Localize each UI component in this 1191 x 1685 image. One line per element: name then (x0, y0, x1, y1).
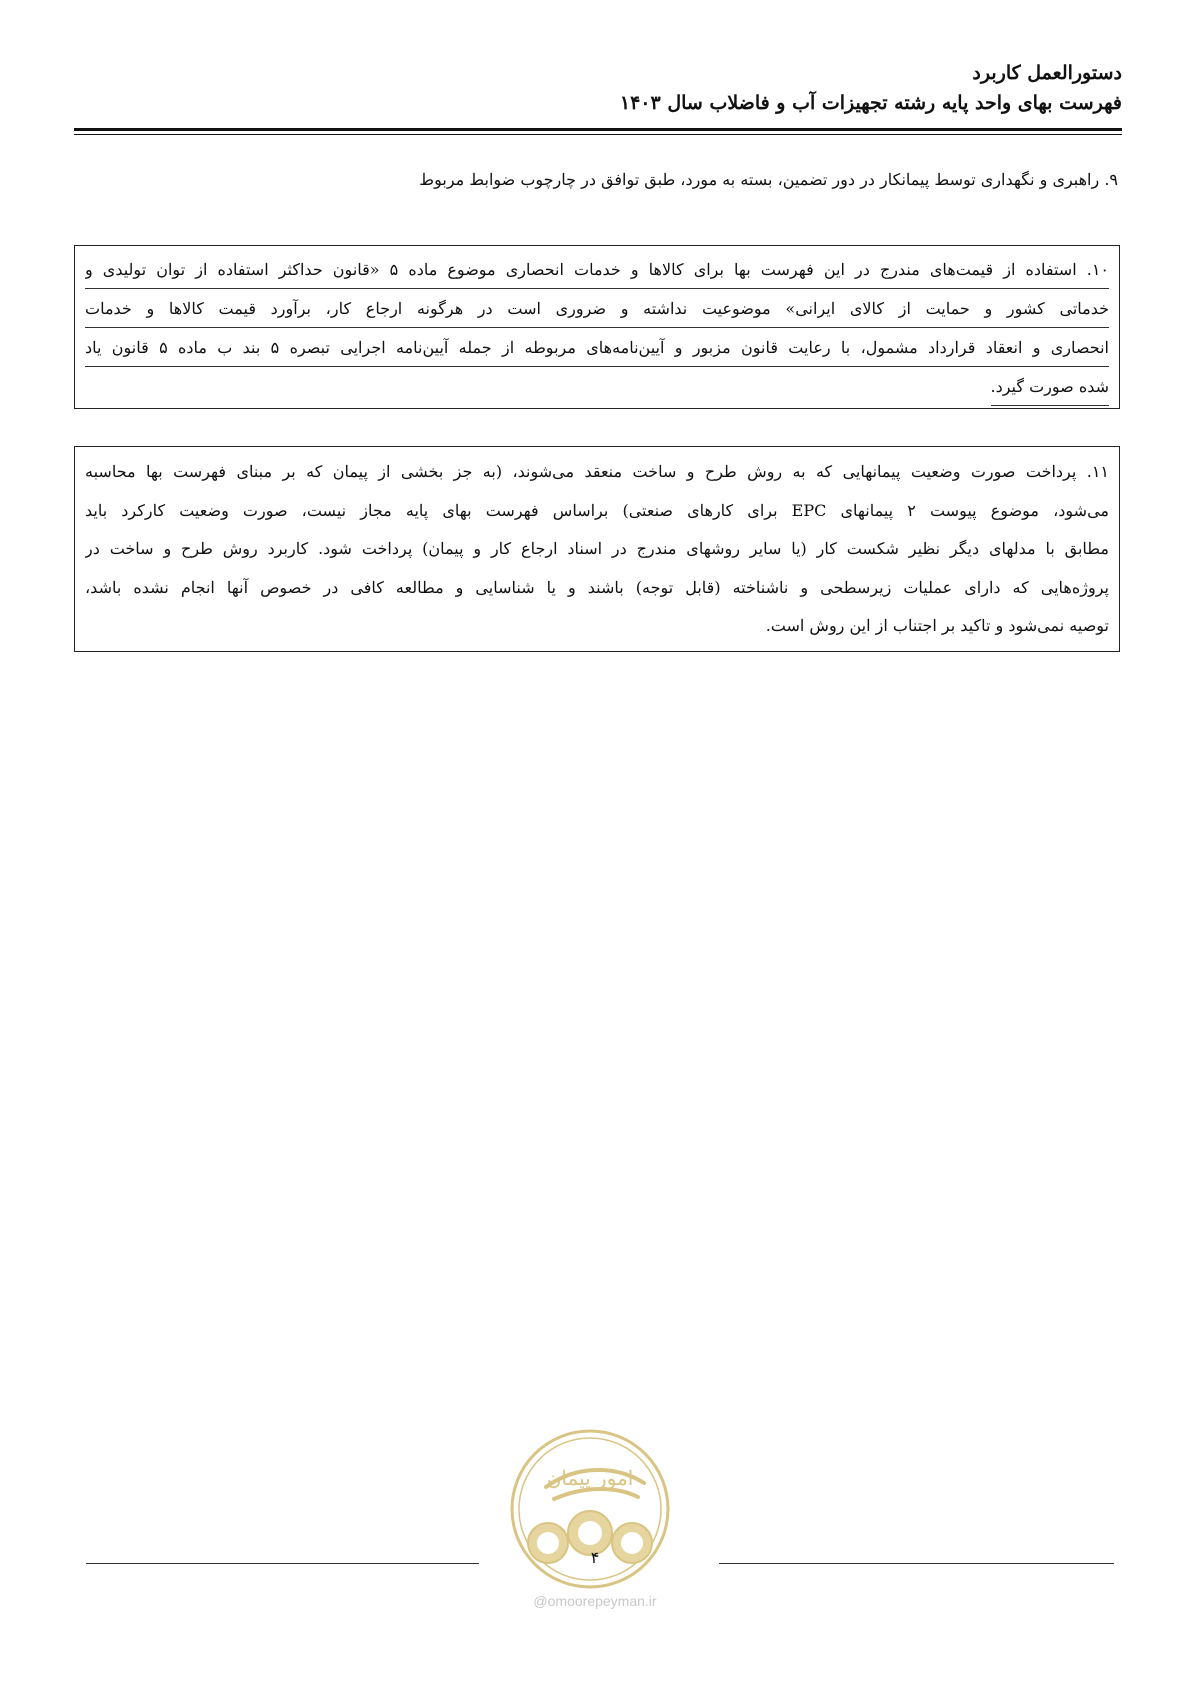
item-11-box (74, 446, 1120, 652)
item-11-line: مطابق با مدلهای دیگر نظیر شکست کار (یا سایر روشهای مندرج در اسناد ارجاع کار و پیمان) پرداخت شود. کاربرد روش طرح و ساخت در (85, 539, 1109, 558)
item-11-line: ۱۱. پرداخت صورت وضعیت پیمانهایی که به روش طرح و ساخت منعقد می‌شوند، (به جز بخشی از پیمان که بر مبنای فهرست بها محاسبه (85, 462, 1109, 481)
item-9-paragraph: ۹. راهبری و نگهداری توسط پیمانکار در دور تضمین، بسته به مورد، طبق توافق در چارچوب ضوابط مربوط (419, 170, 1118, 189)
page-header (74, 58, 1122, 118)
item-10-box (74, 245, 1120, 409)
item-10-line: خدماتی کشور و حمایت از کالای ایرانی» موضوعیت نداشته و ضروری است در هرگونه ارجاع کار، برآورد قیمت کالاها و خدمات (85, 291, 1109, 328)
item-10-line: انحصاری و انعقاد قرارداد مشمول، با رعایت قانون مزبور و آیین‌نامه‌های مربوطه از جمله آیین‌نامه اجرایی تبصره ۵ بند ب ماده ۵ قانون یاد (85, 330, 1109, 367)
header-title: دستورالعمل کاربرد (972, 62, 1122, 84)
item-11-line: توصیه نمی‌شود و تاکید بر اجتناب از این روش است. (765, 616, 1109, 635)
page-number: ۴ (590, 1548, 600, 1567)
footer-rule-left (86, 1563, 479, 1564)
footer-rule-right (719, 1563, 1114, 1564)
header-subtitle: فهرست بهای واحد پایه رشته تجهیزات آب و فاضلاب سال ۱۴۰۳ (619, 92, 1122, 114)
item-11-line: پروژه‌هایی که دارای عملیات زیرسطحی و ناشناخته (قابل توجه) باشند و یا شناسایی و مطالعه کافی در خصوص آنها انجام نشده باشد، (85, 577, 1109, 597)
seal-text: امور پیمان (546, 1466, 634, 1490)
item-10-line: ۱۰. استفاده از قیمت‌های مندرج در این فهرست بها برای کالاها و خدمات انحصاری موضوع ماده ۵ «قانون حداکثر استفاده از توان تولیدی و (85, 252, 1109, 289)
item-10-line: شده صورت گیرد. (991, 369, 1109, 406)
watermark-text: @omoorepeyman.ir (533, 1593, 657, 1609)
seal-logo-icon (506, 1425, 674, 1593)
item-11-line: می‌شود، موضوع پیوست ۲ پیمانهای EPC برای کارهای صنعتی) براساس فهرست بهای پایه مجاز نیست، صورت وضعیت کارکرد باید (85, 500, 1109, 520)
header-rule-thin (74, 134, 1122, 135)
header-rule-thick (74, 128, 1122, 131)
